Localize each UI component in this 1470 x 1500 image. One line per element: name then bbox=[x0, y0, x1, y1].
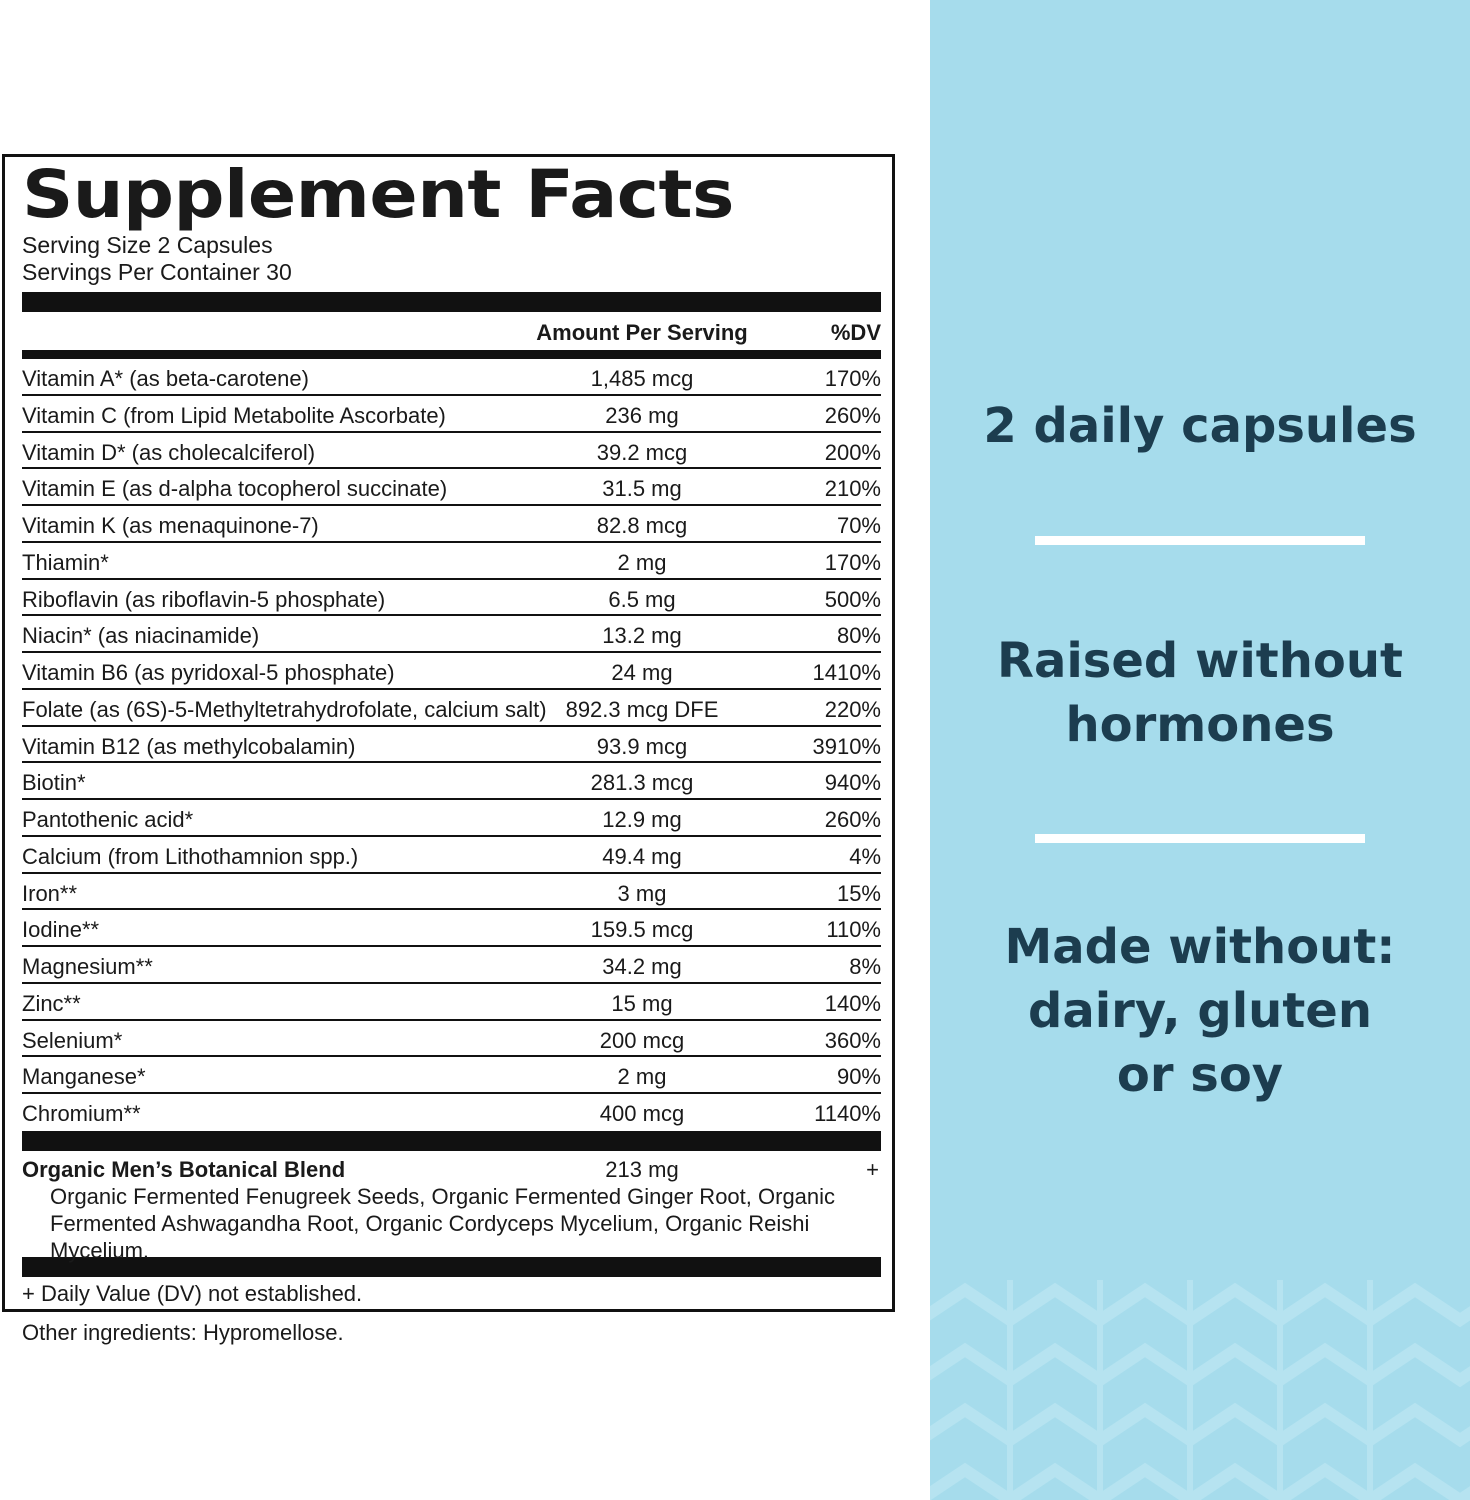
nutrient-name: Vitamin K (as menaquinone-7) bbox=[22, 513, 319, 538]
nutrient-dv: 940% bbox=[824, 770, 881, 796]
table-row bbox=[22, 359, 881, 396]
nutrient-dv: 170% bbox=[824, 549, 881, 575]
nutrient-name: Vitamin A* (as beta-carotene) bbox=[22, 366, 309, 391]
divider-bar bbox=[22, 1131, 881, 1151]
nutrient-dv: 360% bbox=[824, 1027, 881, 1053]
blend-ingredients: Organic Fermented Fenugreek Seeds, Organic Fermented Ginger Root, Organic Fermented Ashwagandha Root, Organic Cordyceps Mycelium, Organic Reishi Mycelium. bbox=[50, 1183, 836, 1263]
serving-size: Serving Size 2 Capsules bbox=[22, 232, 273, 258]
nutrient-amount: 13.2 mg bbox=[602, 623, 682, 649]
nutrient-amount: 159.5 mcg bbox=[590, 917, 694, 943]
table-row bbox=[22, 947, 881, 984]
claim-line: hormones bbox=[1065, 697, 1335, 753]
nutrient-name: Pantothenic acid* bbox=[22, 807, 194, 832]
nutrient-dv: 220% bbox=[824, 696, 881, 722]
nutrient-amount: 892.3 mcg DFE bbox=[565, 696, 719, 722]
nutrient-dv: 90% bbox=[836, 1064, 881, 1090]
nutrient-amount: 1,485 mcg bbox=[590, 366, 694, 391]
claim-line: dairy, gluten bbox=[1027, 983, 1373, 1039]
claim-made-without bbox=[930, 915, 1470, 1107]
nutrient-amount: 2 mg bbox=[617, 549, 667, 575]
nutrient-name: Manganese* bbox=[22, 1064, 146, 1090]
nutrient-dv: 3910% bbox=[812, 733, 881, 759]
table-header bbox=[22, 312, 881, 348]
table-row bbox=[22, 837, 881, 874]
nutrient-amount: 31.5 mg bbox=[602, 476, 682, 502]
nutrient-name: Vitamin C (from Lipid Metabolite Ascorbate) bbox=[22, 402, 446, 428]
table-row bbox=[22, 727, 881, 764]
table-row bbox=[22, 433, 881, 470]
supplement-facts-content bbox=[22, 157, 881, 1307]
nutrient-dv: 210% bbox=[824, 476, 881, 502]
nutrient-name: Iodine** bbox=[22, 917, 100, 943]
table-row bbox=[22, 690, 881, 727]
table-row bbox=[22, 616, 881, 653]
claim-line: Raised without bbox=[996, 633, 1403, 689]
table-row bbox=[22, 910, 881, 947]
nutrient-amount: 281.3 mcg bbox=[590, 770, 694, 796]
serving-info bbox=[22, 232, 881, 286]
nutrient-dv: 15% bbox=[836, 880, 881, 906]
nutrient-amount: 39.2 mcg bbox=[596, 439, 688, 465]
nutrient-name: Vitamin B12 (as methylcobalamin) bbox=[22, 733, 356, 759]
table-row bbox=[22, 653, 881, 690]
nutrient-name: Riboflavin (as riboflavin-5 phosphate) bbox=[22, 586, 386, 612]
nutrient-dv: 1140% bbox=[814, 1101, 881, 1126]
nutrient-dv: 260% bbox=[824, 402, 881, 428]
blend-amount: 213 mg bbox=[605, 1156, 679, 1182]
nutrient-name: Zinc** bbox=[22, 990, 81, 1016]
blend-dv: + bbox=[866, 1156, 879, 1182]
supplement-facts-panel bbox=[2, 154, 895, 1312]
nutrient-amount: 34.2 mg bbox=[602, 954, 682, 979]
nutrient-dv: 140% bbox=[824, 990, 881, 1016]
nutrient-dv: 200% bbox=[824, 439, 881, 465]
chevron-pattern bbox=[930, 1280, 1470, 1500]
nutrient-amount: 400 mcg bbox=[599, 1101, 685, 1126]
nutrient-name: Thiamin* bbox=[22, 549, 109, 575]
nutrient-name: Vitamin E (as d-alpha tocopherol succinate) bbox=[22, 476, 448, 502]
nutrient-name: Selenium* bbox=[22, 1027, 123, 1053]
blend-name: Organic Men’s Botanical Blend bbox=[22, 1156, 346, 1182]
nutrient-name: Vitamin B6 (as pyridoxal-5 phosphate) bbox=[22, 660, 395, 685]
claim-divider bbox=[1035, 536, 1365, 545]
nutrient-amount: 3 mg bbox=[617, 880, 667, 906]
claim-line: or soy bbox=[1116, 1047, 1284, 1103]
nutrient-amount: 2 mg bbox=[617, 1064, 667, 1090]
facts-title: Supplement Facts bbox=[22, 156, 734, 233]
nutrient-name: Magnesium** bbox=[22, 954, 153, 979]
nutrient-amount: 12.9 mg bbox=[602, 807, 682, 832]
nutrient-amount: 82.8 mcg bbox=[596, 513, 688, 538]
table-row bbox=[22, 874, 881, 911]
nutrient-name: Iron** bbox=[22, 880, 78, 906]
nutrient-dv: 8% bbox=[849, 954, 881, 979]
claims-panel bbox=[930, 0, 1470, 1500]
table-row bbox=[22, 1057, 881, 1094]
claim-line: Made without: bbox=[1004, 919, 1396, 975]
nutrient-name: Niacin* (as niacinamide) bbox=[22, 623, 260, 649]
nutrient-amount: 49.4 mg bbox=[602, 843, 682, 869]
nutrient-dv: 500% bbox=[824, 586, 881, 612]
nutrient-name: Vitamin D* (as cholecalciferol) bbox=[22, 439, 316, 465]
botanical-blend bbox=[22, 1151, 881, 1263]
table-row bbox=[22, 396, 881, 433]
nutrient-dv: 70% bbox=[836, 513, 881, 538]
nutrient-dv: 4% bbox=[849, 843, 881, 869]
other-ingredients: Other ingredients: Hypromellose. bbox=[22, 1320, 344, 1345]
divider-bar bbox=[22, 350, 881, 359]
nutrient-name: Folate (as (6S)-5-Methyltetrahydrofolate, calcium salt) bbox=[22, 696, 547, 722]
table-row bbox=[22, 580, 881, 617]
nutrient-amount: 6.5 mg bbox=[608, 586, 676, 612]
nutrient-name: Biotin* bbox=[22, 770, 86, 796]
table-row bbox=[22, 469, 881, 506]
nutrient-name: Calcium (from Lithothamnion spp.) bbox=[22, 843, 359, 869]
dv-footnote: + Daily Value (DV) not established. bbox=[22, 1280, 363, 1306]
nutrient-dv: 110% bbox=[826, 917, 881, 943]
nutrient-amount: 15 mg bbox=[611, 990, 673, 1016]
header-amount: Amount Per Serving bbox=[536, 320, 748, 345]
nutrient-dv: 170% bbox=[824, 366, 881, 391]
table-row bbox=[22, 506, 881, 543]
divider-bar bbox=[22, 292, 881, 312]
nutrient-name: Chromium** bbox=[22, 1101, 141, 1126]
header-dv: %DV bbox=[830, 320, 881, 345]
nutrient-amount: 24 mg bbox=[611, 660, 673, 685]
servings-per-container: Servings Per Container 30 bbox=[22, 259, 292, 285]
nutrient-amount: 236 mg bbox=[605, 402, 679, 428]
table-row bbox=[22, 800, 881, 837]
nutrient-amount: 93.9 mcg bbox=[596, 733, 688, 759]
table-row bbox=[22, 984, 881, 1021]
claim-divider bbox=[1035, 834, 1365, 843]
nutrient-list bbox=[22, 359, 881, 1131]
nutrient-dv: 1410% bbox=[812, 660, 881, 685]
table-row bbox=[22, 1094, 881, 1131]
claim-raised-without-hormones bbox=[930, 629, 1470, 757]
nutrient-amount: 200 mcg bbox=[599, 1027, 685, 1053]
nutrient-dv: 260% bbox=[824, 807, 881, 832]
table-row bbox=[22, 543, 881, 580]
claim-daily-capsules bbox=[930, 394, 1470, 458]
nutrient-dv: 80% bbox=[836, 623, 881, 649]
table-row bbox=[22, 1021, 881, 1058]
table-row bbox=[22, 763, 881, 800]
claim-line: 2 daily capsules bbox=[983, 398, 1417, 454]
